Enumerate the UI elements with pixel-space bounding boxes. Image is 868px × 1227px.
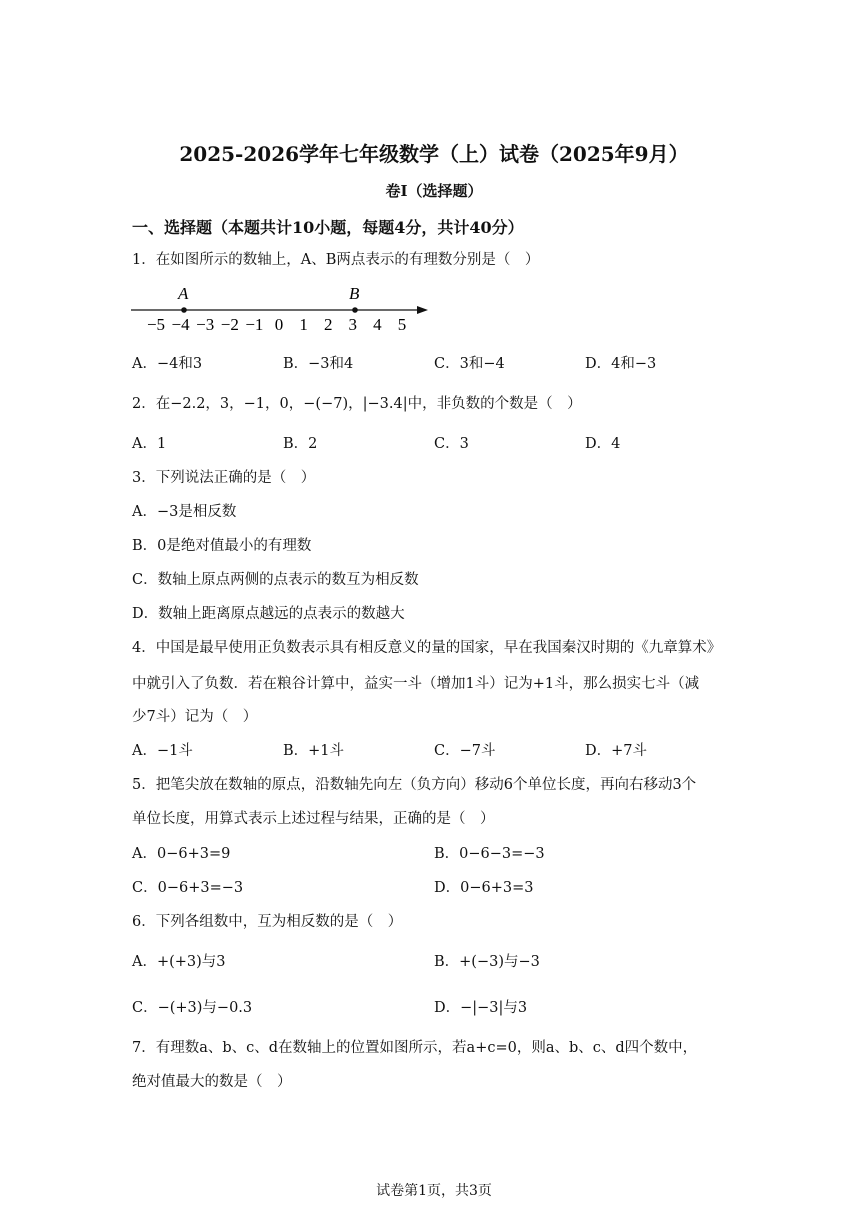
point-b-label: B <box>349 284 360 303</box>
number-line-tick-label: 4 <box>373 315 382 334</box>
q5-option-c: C．0−6+3=−3 <box>132 880 244 896</box>
q1-option-d: D．4和−3 <box>585 356 657 372</box>
number-line-figure <box>128 282 438 334</box>
question-5-stem-line-2: 单位长度，用算式表示上述过程与结果，正确的是（ ） <box>132 811 495 827</box>
q2-option-b: B．2 <box>283 436 318 452</box>
q3-option-a: A．−3是相反数 <box>132 504 237 520</box>
q2-option-a: A．1 <box>132 436 167 452</box>
point-b-dot <box>352 307 358 313</box>
number-line-tick-label: 5 <box>397 315 407 334</box>
number-line-tick-label: 0 <box>274 315 284 334</box>
q2-option-d: D．4 <box>585 436 621 452</box>
number-line-arrow <box>417 306 428 314</box>
number-line-tick-label: −2 <box>220 315 239 334</box>
question-4-stem-line-1: 4．中国是最早使用正负数表示具有相反意义的量的国家，早在我国秦汉时期的《九章算术》 <box>132 640 722 656</box>
q5-option-d: D．0−6+3=3 <box>434 880 534 896</box>
page-title: 2025-2026学年七年级数学（上）试卷（2025年9月） <box>179 142 689 166</box>
number-line-ticks <box>147 315 406 334</box>
question-5-stem-line-1: 5．把笔尖放在数轴的原点，沿数轴先向左（负方向）移动6个单位长度，再向右移动3个 <box>132 777 697 793</box>
question-2-stem: 2．在−2.2，3，−1，0，−(−7)，|−3.4|中，非负数的个数是（ ） <box>132 396 582 412</box>
q3-option-d: D．数轴上距离原点越远的点表示的数越大 <box>132 606 405 622</box>
page-footer: 试卷第1页，共3页 <box>376 1183 492 1199</box>
q3-option-b: B．0是绝对值最小的有理数 <box>132 538 312 554</box>
q1-option-a: A．−4和3 <box>132 356 203 372</box>
point-a-dot <box>181 307 187 313</box>
q6-option-c: C．−(+3)与−0.3 <box>132 1000 253 1016</box>
number-line-tick-label: 2 <box>323 315 333 334</box>
q4-option-c: C．−7斗 <box>434 743 496 759</box>
q6-option-a: A．+(+3)与3 <box>132 954 226 970</box>
question-1-stem: 1．在如图所示的数轴上，A、B两点表示的有理数分别是（ ） <box>132 252 540 268</box>
question-6-stem: 6．下列各组数中，互为相反数的是（ ） <box>132 914 403 930</box>
q3-option-c: C．数轴上原点两侧的点表示的数互为相反数 <box>132 572 419 588</box>
number-line-tick-label: −1 <box>245 315 264 334</box>
q1-option-b: B．−3和4 <box>283 356 354 372</box>
q4-option-d: D．+7斗 <box>585 743 648 759</box>
number-line-tick-label: −3 <box>196 315 215 334</box>
number-line-tick-label: −4 <box>171 315 190 334</box>
section-heading: 一、选择题（本题共计10小题，每题4分，共计40分） <box>132 218 524 237</box>
question-4-stem-line-2: 中就引入了负数．若在粮谷计算中，益实一斗（增加1斗）记为+1斗，那么损实七斗（减 <box>132 676 700 692</box>
q6-option-d: D．−|−3|与3 <box>434 1000 528 1016</box>
question-7-stem-line-1: 7．有理数a、b、c、d在数轴上的位置如图所示，若a+c=0，则a、b、c、d四个数中， <box>132 1040 698 1056</box>
q6-option-b: B．+(−3)与−3 <box>434 954 540 970</box>
question-4-stem-line-3: 少7斗）记为（ ） <box>132 709 258 725</box>
question-3-stem: 3．下列说法正确的是（ ） <box>132 470 316 486</box>
point-a-label: A <box>178 284 189 303</box>
q5-option-b: B．0−6−3=−3 <box>434 846 545 862</box>
q2-option-c: C．3 <box>434 436 469 452</box>
q5-option-a: A．0−6+3=9 <box>132 846 231 862</box>
question-7-stem-line-2: 绝对值最大的数是（ ） <box>132 1074 292 1090</box>
number-line-tick-label: 1 <box>299 315 308 334</box>
number-line-tick-label: 3 <box>348 315 358 334</box>
page-subtitle: 卷I（选择题） <box>385 182 483 200</box>
q4-option-b: B．+1斗 <box>283 743 345 759</box>
number-line-tick-label: −5 <box>146 315 166 334</box>
q1-option-c: C．3和−4 <box>434 356 505 372</box>
q4-option-a: A．−1斗 <box>132 743 193 759</box>
